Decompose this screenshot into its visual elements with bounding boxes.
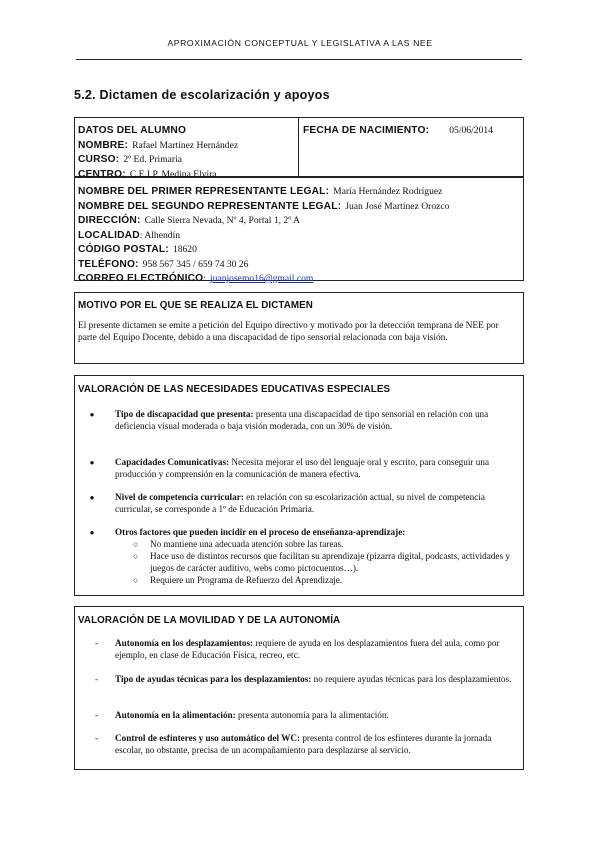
circle-bullet-icon: ○ bbox=[133, 539, 139, 549]
phone-value: 958 567 345 / 659 74 30 26 bbox=[142, 258, 249, 270]
student-info-cell bbox=[75, 118, 299, 180]
student-course-value: 2º Ed. Primaria bbox=[123, 154, 183, 165]
sub-item-text: Hace uso de distintos recursos que facilitan su aprendizaje (pizarra digital, podcasts, actividades y juegos de carácter auditivo, webs como pictocuentos…). bbox=[150, 551, 510, 573]
item-label: Capacidades Comunicativas: bbox=[115, 457, 230, 467]
dash-bullet-icon: - bbox=[95, 710, 99, 720]
address-value: Calle Sierra Nevada, Nº 4, Portal 1, 2º A bbox=[144, 215, 300, 226]
dash-bullet-icon: - bbox=[95, 638, 99, 648]
sub-item-text: No mantiene una adecuada atención sobre las tareas. bbox=[150, 539, 344, 549]
first-guardian-label: NOMBRE DEL PRIMER REPRESENTANTE LEGAL: bbox=[78, 186, 330, 197]
nee-assessment-box bbox=[74, 375, 524, 596]
student-center-label: CENTRO: bbox=[78, 168, 126, 180]
list-item bbox=[89, 527, 515, 539]
mobility-assessment-title: VALORACIÓN DE LA MOVILIDAD Y DE LA AUTONOMÍA bbox=[78, 615, 341, 626]
postal-code-label: CÓDIGO POSTAL: bbox=[78, 244, 169, 255]
city-label: LOCALIDAD bbox=[78, 229, 140, 241]
list-item bbox=[95, 710, 517, 722]
item-text: Necesita mejorar el uso del lenguaje oral y escrito, para conseguir una producción y comprensión en la comunicación de manera efectiva. bbox=[115, 457, 490, 479]
item-label: Tipo de discapacidad que presenta: bbox=[115, 409, 254, 419]
sub-list-item bbox=[133, 575, 515, 587]
nee-assessment-title: VALORACIÓN DE LAS NECESIDADES EDUCATIVAS ESPECIALES bbox=[78, 384, 391, 395]
postal-code-value: 18620 bbox=[172, 244, 197, 255]
item-label: Control de esfínteres y uso automático del WC: bbox=[115, 733, 301, 743]
section-title: 5.2. Dictamen de escolarización y apoyos bbox=[74, 88, 330, 102]
list-item bbox=[95, 674, 517, 686]
bullet-icon: ● bbox=[89, 493, 95, 502]
address-label: DIRECCIÓN: bbox=[78, 215, 141, 226]
item-text: presenta autonomía para la alimentación. bbox=[235, 710, 389, 720]
mobility-assessment-box bbox=[74, 606, 524, 770]
student-heading: DATOS DEL ALUMNO bbox=[78, 125, 187, 136]
sub-list-item bbox=[133, 551, 515, 574]
sub-item-text: Requiere un Programa de Refuerzo del Aprendizaje. bbox=[150, 575, 343, 585]
circle-bullet-icon: ○ bbox=[133, 575, 139, 585]
item-label: Tipo de ayudas técnicas para los desplazamientos: bbox=[115, 674, 312, 684]
dash-bullet-icon: - bbox=[95, 674, 99, 684]
list-item bbox=[89, 457, 515, 480]
item-label: Otros factores que pueden incidir en el proceso de enseñanza-aprendizaje: bbox=[115, 527, 406, 537]
list-item bbox=[95, 638, 517, 661]
bullet-icon: ● bbox=[89, 410, 95, 419]
list-item bbox=[89, 409, 515, 432]
bullet-icon: ● bbox=[89, 528, 95, 537]
item-text: presenta control de los esfínteres durante la jornada escolar, no obstante, precisa de un acompañamiento para desplazarse al servicio. bbox=[115, 733, 492, 755]
dash-bullet-icon: - bbox=[95, 733, 99, 743]
second-guardian-value: Juan José Martínez Orozco bbox=[345, 200, 450, 212]
item-label: Autonomía en la alimentación: bbox=[115, 710, 236, 720]
first-guardian-value: María Hernández Rodríguez bbox=[333, 186, 443, 197]
header-divider bbox=[76, 59, 522, 60]
phone-label: TELÉFONO: bbox=[78, 258, 139, 270]
circle-bullet-icon: ○ bbox=[133, 551, 139, 561]
motivo-body: El presente dictamen se emite a petición del Equipo directivo y motivado por la detección temprana de NEE por parte del Equipo Docente, debido a una discapacidad de tipo sensorial relacionada con baja visión. bbox=[78, 321, 499, 343]
student-name-label: NOMBRE: bbox=[78, 139, 129, 151]
email-link[interactable]: juanjosemo16@gmail.com bbox=[209, 273, 314, 284]
email-separator: : bbox=[203, 273, 206, 284]
list-item bbox=[89, 492, 515, 515]
student-data-box bbox=[74, 117, 524, 180]
email-label: CORREO ELECTRÓNICO bbox=[78, 273, 204, 284]
student-course-label: CURSO: bbox=[78, 154, 120, 165]
item-text: no requiere ayudas técnicas para los desplazamientos. bbox=[311, 674, 512, 684]
birth-date-value: 05/06/2014 bbox=[449, 125, 493, 136]
item-label: Autonomía en los desplazamientos: bbox=[115, 638, 254, 648]
sub-list-item bbox=[133, 539, 515, 551]
running-header: APROXIMACIÓN CONCEPTUAL Y LEGISLATIVA A LAS NEE bbox=[167, 38, 433, 48]
student-name-value: Rafael Martínez Hernández bbox=[132, 139, 239, 151]
second-guardian-label: NOMBRE DEL SEGUNDO REPRESENTANTE LEGAL: bbox=[78, 200, 342, 212]
city-value: : Alhendín bbox=[139, 229, 181, 241]
bullet-icon: ● bbox=[89, 458, 95, 467]
item-text: requiere de ayuda en los desplazamientos fuera del aula, como por ejemplo, en clase de Educación Física, recreo, etc. bbox=[115, 638, 500, 660]
list-item bbox=[95, 733, 517, 756]
item-text: presenta una discapacidad de tipo sensorial en relación con una deficiencia visual moderada o baja visión moderada, con un 30% de visión. bbox=[115, 409, 489, 431]
item-text: en relación con su escolarización actual, su nivel de competencia curricular, se corresponde a 1º de Educación Primaria. bbox=[115, 492, 485, 514]
student-center-value: C.E.I.P. Medina Elvira bbox=[129, 168, 217, 180]
motivo-title: MOTIVO POR EL QUE SE REALIZA EL DICTAMEN bbox=[78, 300, 313, 311]
guardians-box bbox=[74, 177, 524, 284]
motivo-box bbox=[74, 292, 524, 364]
birth-date-label: FECHA DE NACIMIENTO: bbox=[303, 125, 430, 136]
item-label: Nivel de competencia curricular: bbox=[115, 492, 244, 502]
birth-date-cell bbox=[300, 118, 523, 176]
